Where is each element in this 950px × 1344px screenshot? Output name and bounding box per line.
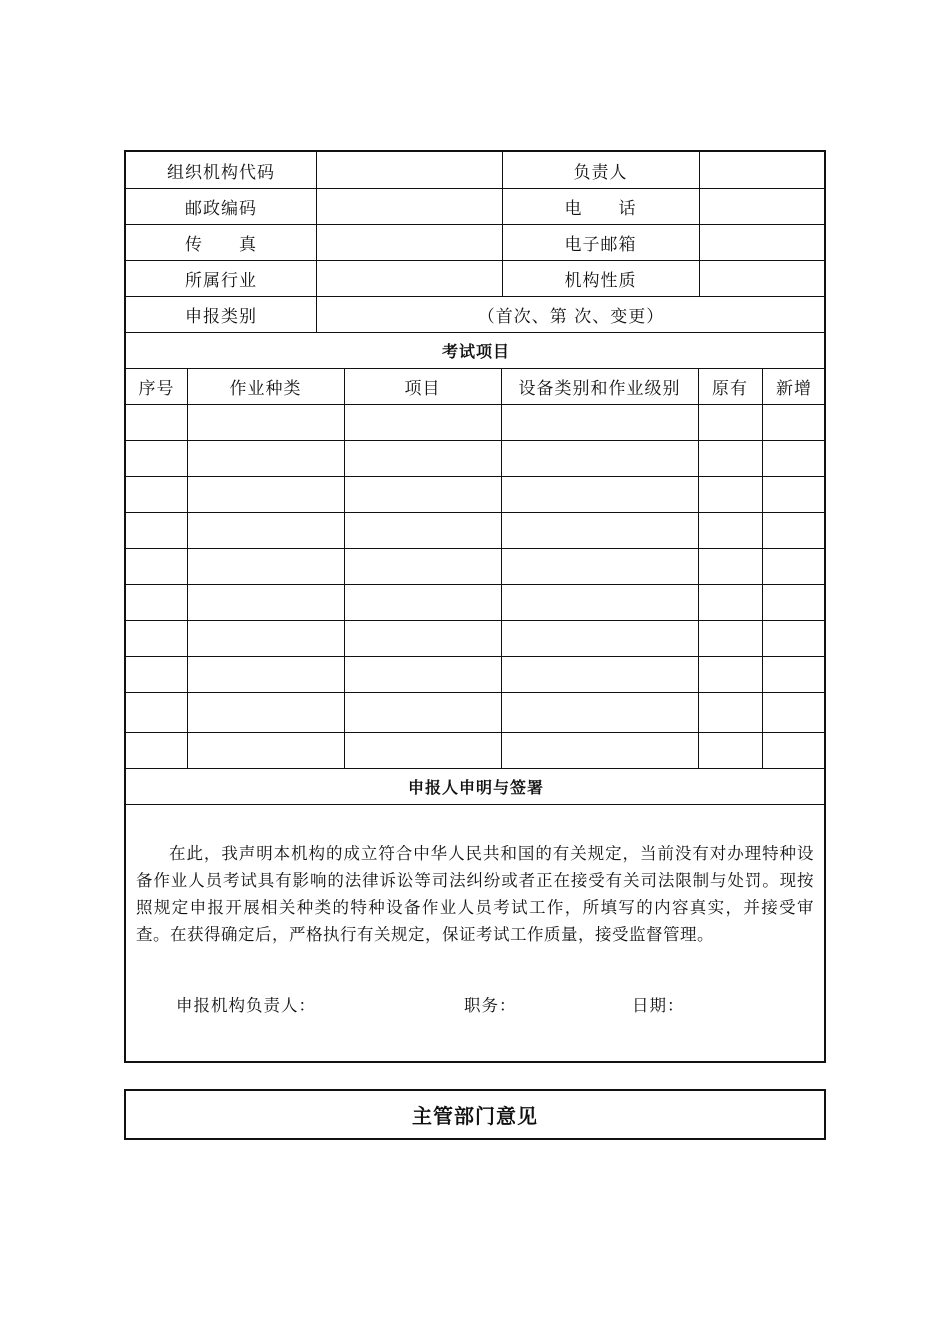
divider [126,512,826,513]
phone-label: 电 话 [564,198,637,219]
email-field[interactable] [699,224,826,260]
table-cell[interactable] [187,548,344,584]
table-cell[interactable] [187,476,344,512]
table-cell[interactable] [501,656,698,692]
table-cell[interactable] [126,476,187,512]
table-cell[interactable] [762,440,826,476]
col-header-no: 序号 [138,378,175,399]
fax-field[interactable] [316,224,502,260]
col-header-equipment-class: 设备类别和作业级别 [518,378,681,399]
table-cell[interactable] [762,732,826,768]
col-header-item: 项目 [404,378,441,399]
table-cell[interactable] [344,476,501,512]
declaration-title: 申报人申明与签署 [407,777,544,797]
table-cell[interactable] [187,620,344,656]
table-cell[interactable] [126,548,187,584]
table-cell[interactable] [126,404,187,440]
table-cell[interactable] [762,584,826,620]
org-nature-label: 机构性质 [564,270,637,291]
table-cell[interactable] [126,440,187,476]
table-cell[interactable] [762,404,826,440]
divider [316,152,317,332]
divider [187,368,188,768]
table-cell[interactable] [762,512,826,548]
table-cell[interactable] [762,476,826,512]
table-cell[interactable] [698,656,762,692]
table-cell[interactable] [501,440,698,476]
table-cell[interactable] [698,404,762,440]
fax-label: 传 真 [185,234,257,255]
table-cell[interactable] [698,732,762,768]
table-cell[interactable] [501,476,698,512]
divider [126,476,826,477]
application-form [124,150,826,1063]
table-cell[interactable] [344,656,501,692]
responsible-person-label: 负责人 [573,162,628,183]
org-code-label: 组织机构代码 [167,162,275,183]
authority-opinion-title: 主管部门意见 [412,1104,538,1128]
divider [698,368,699,768]
postal-code-field[interactable] [316,188,502,224]
table-cell[interactable] [126,692,187,732]
table-cell[interactable] [501,692,698,732]
postal-code-label: 邮政编码 [185,198,257,219]
table-cell[interactable] [126,732,187,768]
industry-label: 所属行业 [185,270,257,291]
divider [126,296,826,297]
table-cell[interactable] [187,692,344,732]
table-cell[interactable] [762,692,826,732]
divider [126,732,826,733]
table-cell[interactable] [698,548,762,584]
divider [501,368,502,768]
declaration-text: 在此，我声明本机构的成立符合中华人民共和国的有关规定，当前没有对办理特种设备作业人员考试具有影响的法律诉讼等司法纠纷或者正在接受有关司法限制与处罚。现按照规定申报开展相关种类的特种设备作业人员考试工作，所填写的内容真实，并接受审查。在获得确定后，严格执行有关规定，保证考试工作质量，接受监督管理。 [136,844,814,944]
table-cell[interactable] [698,440,762,476]
declaration-text-block [136,840,814,948]
table-cell[interactable] [344,692,501,732]
table-cell[interactable] [344,620,501,656]
table-cell[interactable] [501,584,698,620]
industry-field[interactable] [316,260,502,296]
divider [126,332,826,333]
table-cell[interactable] [344,512,501,548]
email-label: 电子邮箱 [564,234,637,255]
table-cell[interactable] [501,620,698,656]
table-cell[interactable] [762,656,826,692]
divider [699,152,700,296]
divider [126,656,826,657]
table-cell[interactable] [698,584,762,620]
table-cell[interactable] [344,440,501,476]
table-cell[interactable] [187,512,344,548]
table-cell[interactable] [344,404,501,440]
responsible-person-field[interactable] [699,152,826,188]
signer-label: 申报机构负责人： [176,996,316,1015]
table-cell[interactable] [501,404,698,440]
table-cell[interactable] [501,732,698,768]
table-cell[interactable] [698,476,762,512]
table-cell[interactable] [698,620,762,656]
date-label: 日期： [632,996,685,1015]
divider [126,804,826,805]
position-label: 职务： [464,996,517,1015]
declare-type-options[interactable]: （首次、第 次、变更） [477,306,665,327]
divider [762,368,763,768]
table-cell[interactable] [187,440,344,476]
divider [126,404,826,405]
divider [126,260,826,261]
divider [126,768,826,769]
table-cell[interactable] [698,512,762,548]
divider [126,368,826,369]
col-header-existing: 原有 [712,378,748,399]
table-cell[interactable] [187,404,344,440]
col-header-work-type: 作业种类 [229,378,302,399]
authority-opinion-box [124,1089,826,1140]
table-cell[interactable] [187,732,344,768]
phone-field[interactable] [699,188,826,224]
table-cell[interactable] [344,548,501,584]
divider [126,440,826,441]
divider [126,692,826,693]
table-cell[interactable] [126,620,187,656]
table-cell[interactable] [762,548,826,584]
exam-section-title: 考试项目 [441,341,510,361]
table-cell[interactable] [501,548,698,584]
col-header-new: 新增 [776,378,812,399]
table-cell[interactable] [187,656,344,692]
divider [126,620,826,621]
org-code-field[interactable] [316,152,502,188]
table-cell[interactable] [126,656,187,692]
table-cell[interactable] [187,584,344,620]
divider [126,584,826,585]
divider [502,152,503,296]
table-cell[interactable] [126,512,187,548]
table-cell[interactable] [698,692,762,732]
table-cell[interactable] [501,512,698,548]
table-cell[interactable] [344,732,501,768]
org-nature-field[interactable] [699,260,826,296]
divider [126,224,826,225]
divider [126,188,826,189]
divider [126,548,826,549]
table-cell[interactable] [126,584,187,620]
divider [344,368,345,768]
table-cell[interactable] [344,584,501,620]
table-cell[interactable] [762,620,826,656]
declare-type-label: 申报类别 [185,306,257,327]
